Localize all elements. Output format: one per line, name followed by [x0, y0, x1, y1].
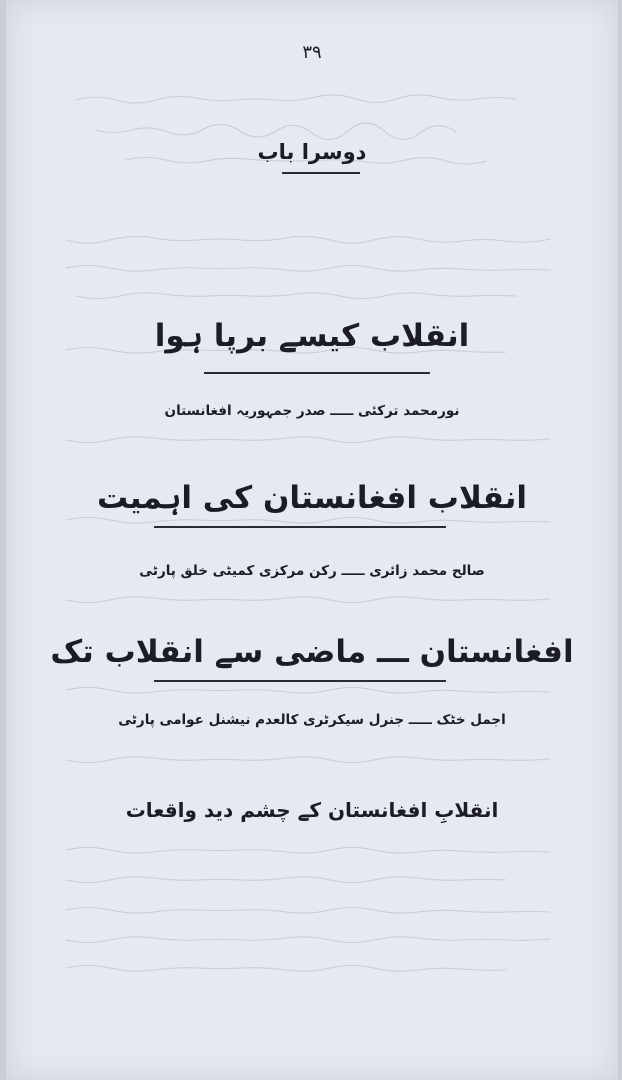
- section-title-2-underline: [154, 526, 446, 528]
- closing-heading: انقلابِ افغانستان کے چشم دید واقعات: [125, 798, 499, 822]
- section-title-3-underline: [154, 680, 446, 682]
- section-title-2: انقلاب افغانستان کی اہمیت: [96, 480, 528, 516]
- section-byline-1: نورمحمد ترکئی ـــــ صدر جمہوریہ افغانستان: [164, 403, 460, 419]
- section-byline-2: صالح محمد زائری ـــــ رکن مرکزی کمیٹی خلق پارٹی: [139, 563, 485, 579]
- section-title-1: انقلاب کیسے برپا ہوا: [154, 318, 470, 354]
- section-byline-3: اجمل خٹک ـــــ جنرل سیکرٹری کالعدم نیشنل عوامی پارٹی: [118, 712, 506, 728]
- chapter-underline: [282, 172, 360, 174]
- section-title-3: افغانستان ـــ ماضی سے انقلاب تک: [50, 634, 574, 670]
- chapter-heading: دوسرا باب: [257, 140, 367, 164]
- section-title-1-underline: [204, 372, 430, 374]
- book-page: [6, 0, 618, 1080]
- page-number: ۳۹: [302, 42, 322, 63]
